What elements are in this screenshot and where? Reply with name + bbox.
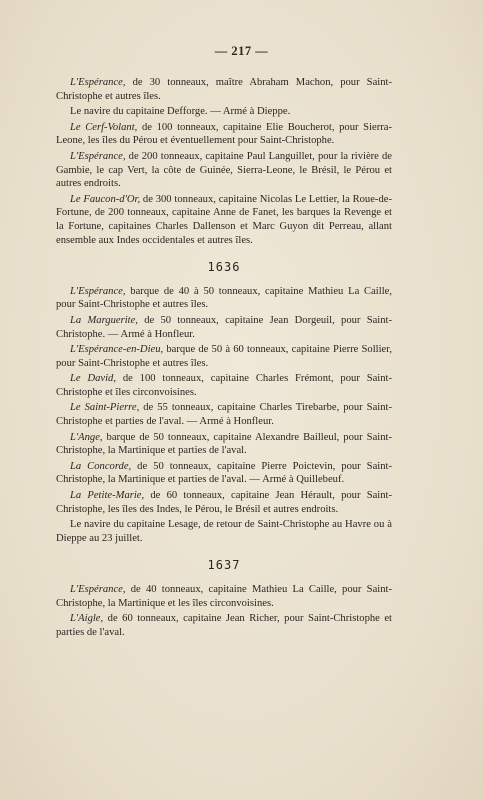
entry-text: Le navire du capitaine Defforge. — Armé à Dieppe. [70,106,291,118]
entry-text: de 100 tonneaux, capitaine Charles Frémont, pour Saint-Christophe et îles circonvoisines. [56,373,393,398]
ship-name: L'Ange, [70,431,103,443]
entry-text: de 60 tonneaux, capitaine Jean Hérault, pour Saint-Christophe, les îles des Indes, le Pérou, le Brésil et autres endroits. [56,490,393,515]
entry-text: de 55 tonneaux, capitaine Charles Tirebarbe, pour Saint-Christophe et parties de l'aval. — Armé à Honfleur. [56,402,392,428]
ship-name: La Marguerite, [70,314,138,326]
year-heading-1636: 1636 [207,260,241,275]
ship-entry [56,460,392,487]
ship-name: L'Espérance, [70,285,126,297]
ship-name: L'Espérance-en-Dieu, [70,344,164,356]
ship-entry [56,518,392,545]
entry-text: de 40 tonneaux, capitaine Mathieu La Caille, pour Saint-Christophe, la Martinique et les îles circonvoisines. [56,584,392,609]
ship-entry [56,372,392,399]
ship-name: L'Espérance, [70,584,126,595]
entry-text: barque de 40 à 50 tonneaux, capitaine Mathieu La Caille, pour Saint-Christophe et autres îles. [56,285,392,311]
ship-entry [56,285,392,312]
ship-name: Le David, [70,373,116,385]
ship-entry [56,489,392,516]
entry-text: de 200 tonneaux, capitaine Paul Languillet, pour la rivière de Gambie, le cap Vert, la côte de Guinée, Sierra-Leone, le Brésil, le Pérou et autres endroits. [56,150,392,190]
ship-name: La Concorde, [70,460,132,472]
ship-entry [56,193,392,247]
entry-text: de 30 tonneaux, maître Abraham Machon, pour Saint-Christophe et autres îles. [56,77,392,102]
entry-text: Le navire du capitaine Lesage, de retour de Saint-Christophe au Havre ou à Dieppe au 23 juillet. [56,519,392,544]
ship-name: L'Aigle, [70,613,104,625]
ship-entry [56,105,392,119]
entry-text: barque de 50 tonneaux, capitaine Alexandre Bailleul, pour Saint-Christophe, la Martinique et parties de l'aval. [56,431,392,457]
entries-top [56,76,392,247]
entry-text: de 50 tonneaux, capitaine Pierre Poictevin, pour Saint-Christophe, la Martinique et parties de l'aval. — Armé à Quillebeuf. [56,460,392,486]
ship-entry [56,121,392,148]
ship-name: La Petite-Marie, [70,490,145,502]
ship-entry [56,343,392,370]
entry-text: de 300 tonneaux, capitaine Nicolas Le Lettier, la Roue-de-Fortune, de 200 tonneaux, capitaine Anne de Fanet, les barques la Revenge et la Fortune, capitaines Charles Dallenson et Marc Guyon dit Perreau, allant ensemble aux Indes occidentales et autres îles. [56,193,392,246]
ship-name: Le Saint-Pierre, [70,402,140,414]
ship-entry [56,401,392,428]
ship-name: L'Espérance, [70,77,126,88]
ship-entry [56,612,392,639]
entries-1636 [56,285,392,546]
ship-name: Le Cerf-Volant, [70,121,138,133]
entries-1637 [56,583,392,639]
ship-entry [56,431,392,458]
ship-name: L'Espérance, [70,150,126,162]
ship-entry [56,150,392,191]
ship-entry [56,583,392,610]
ship-entry [56,76,392,103]
year-heading-1637: 1637 [207,558,241,573]
ship-name: Le Faucon-d'Or, [70,193,141,205]
page-number: — 217 — [214,44,269,58]
entry-text: de 60 tonneaux, capitaine Jean Richer, pour Saint-Christophe et parties de l'aval. [56,613,392,638]
entry-text: barque de 50 à 60 tonneaux, capitaine Pierre Sollier, pour Saint-Christophe et autres îles. [56,344,392,369]
entry-text: de 50 tonneaux, capitaine Jean Dorgeuil, pour Saint-Christophe. — Armé à Honfleur. [56,314,393,340]
page-body [56,76,392,641]
entry-text: de 100 tonneaux, capitaine Elie Boucherot, pour Sierra-Leone, les îles du Pérou et éventuellement pour Saint-Christophe. [56,121,392,147]
ship-entry [56,314,392,341]
